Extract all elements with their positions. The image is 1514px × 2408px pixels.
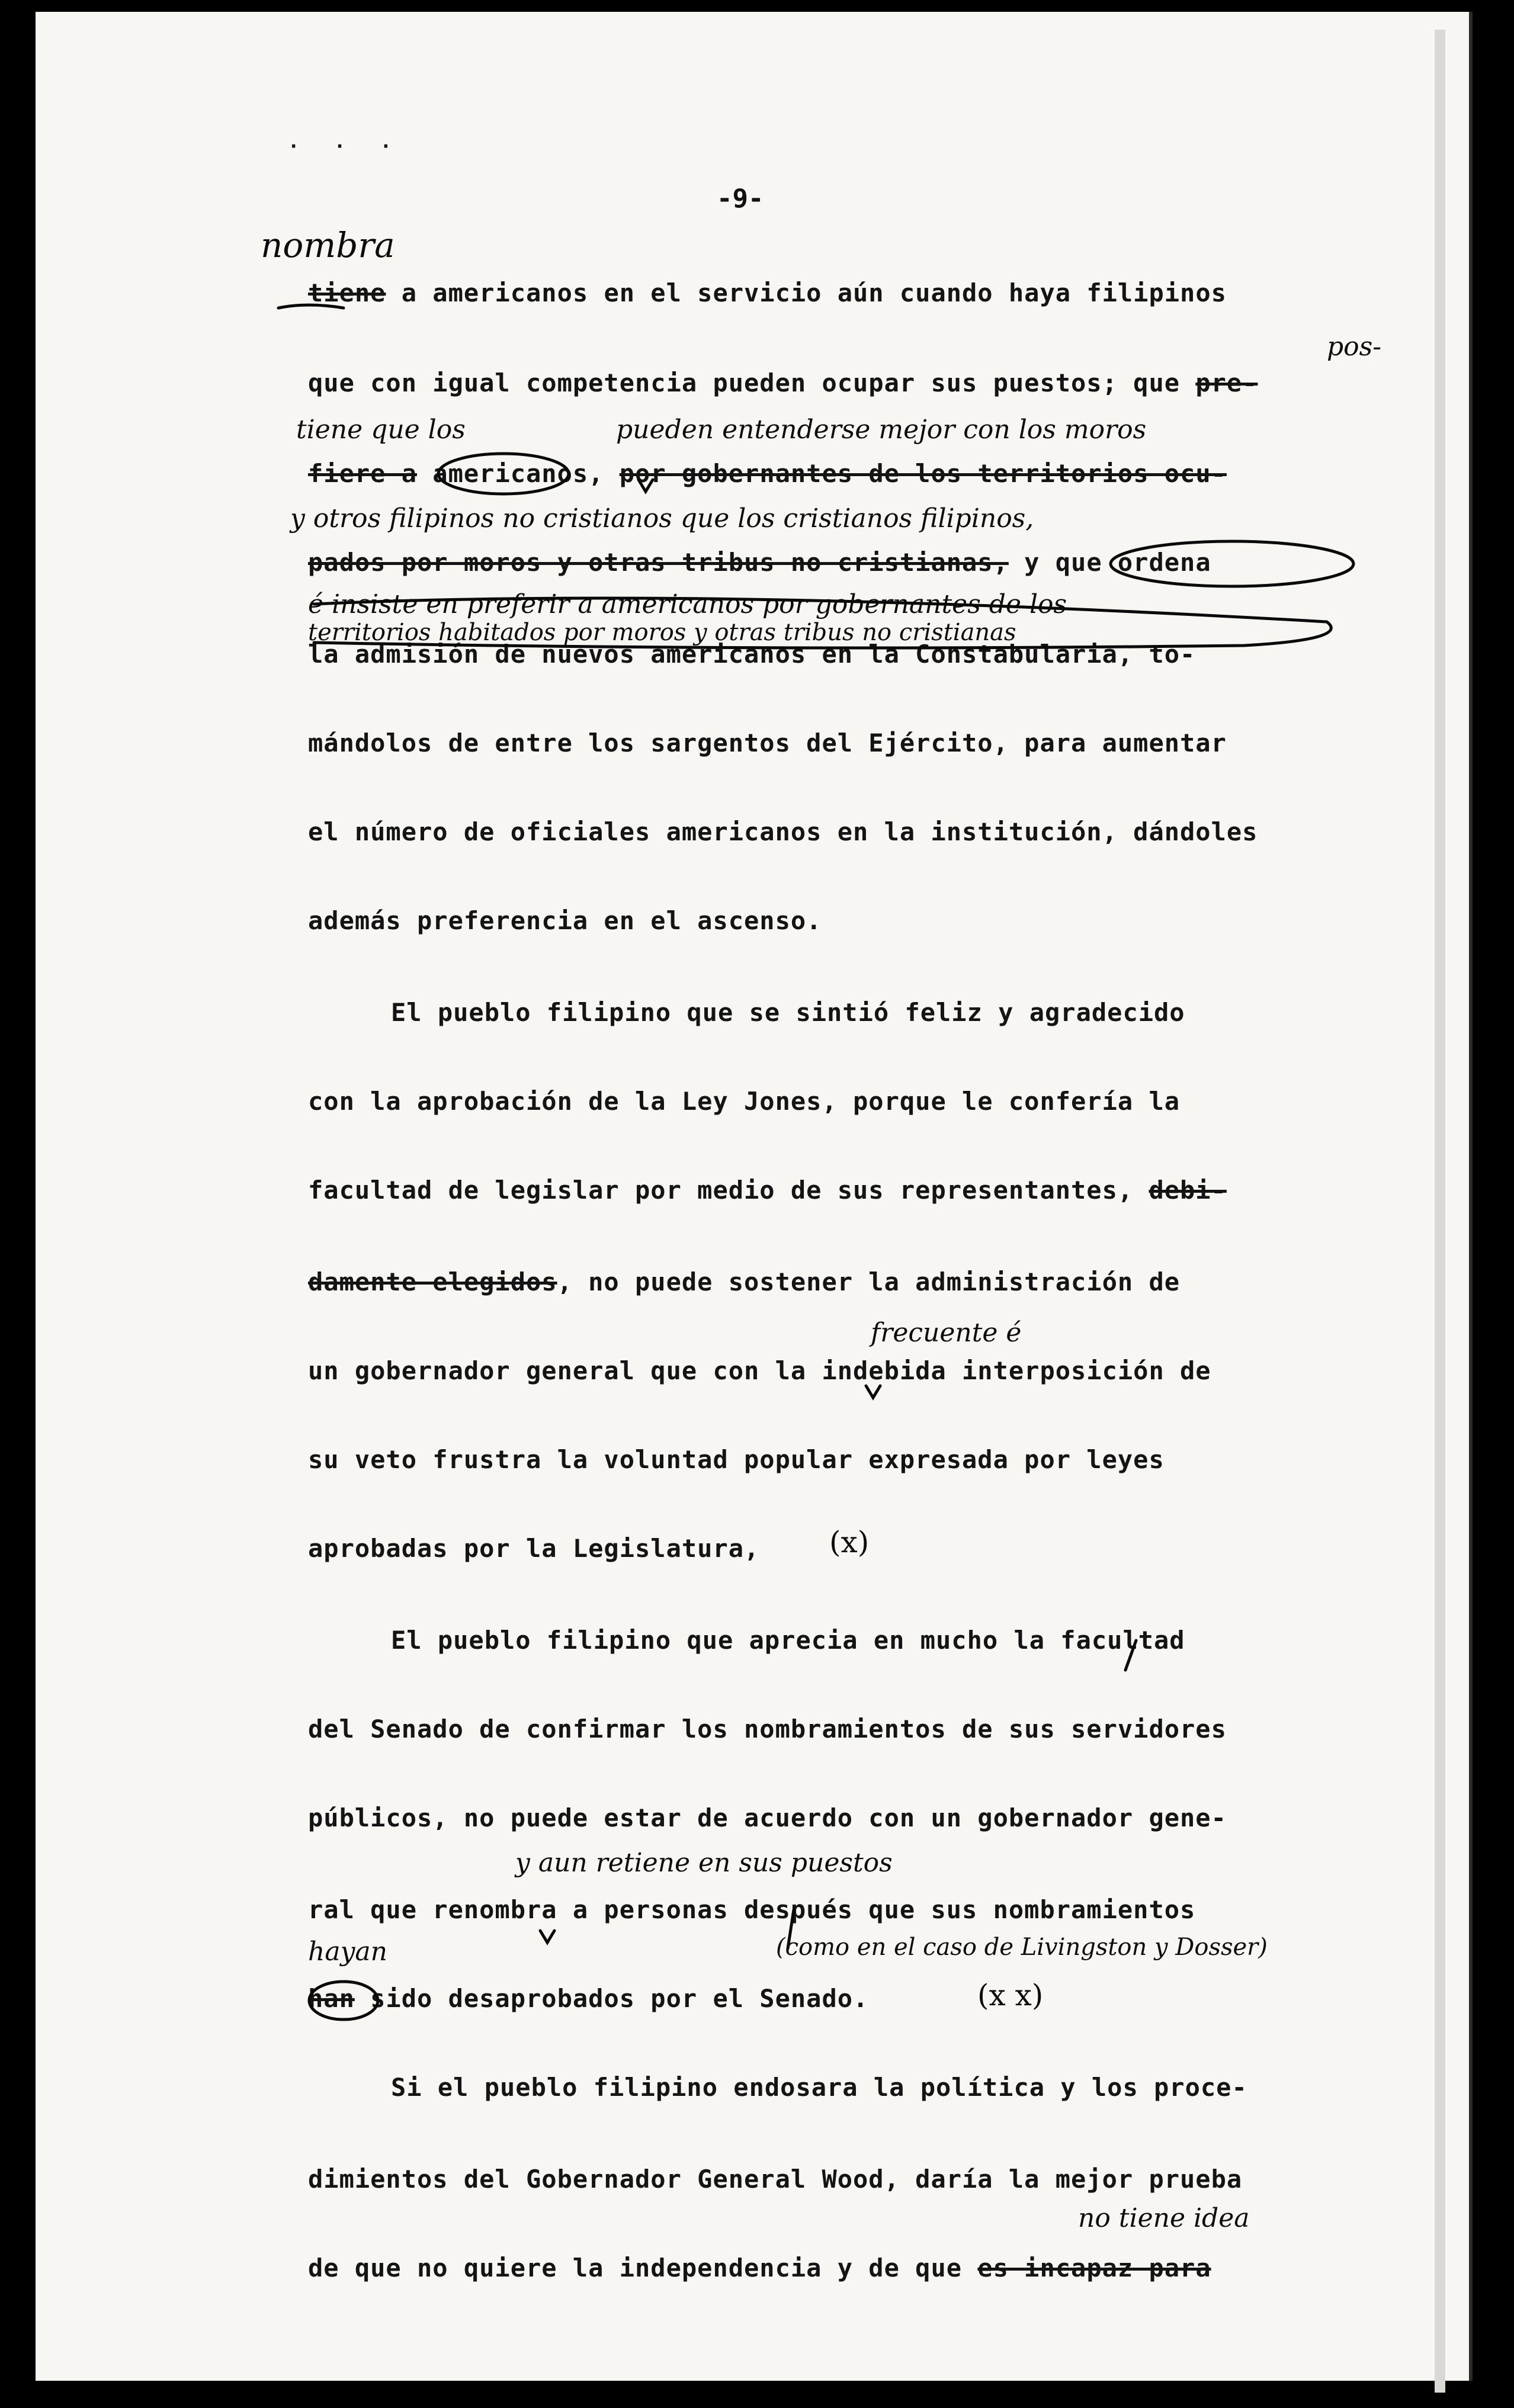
typed-line: mándolos de entre los sargentos del Ejército, para aumentar xyxy=(308,728,1227,757)
typed-line: aprobadas por la Legislatura, xyxy=(308,1534,760,1563)
handwritten-pueden-entenderse: pueden entenderse mejor con los moros xyxy=(616,415,1147,445)
typed-line: tiene a americanos en el servicio aún cuando haya filipinos xyxy=(308,278,1227,307)
typed-line: su veto frustra la voluntad popular expresada por leyes xyxy=(308,1445,1165,1474)
typed-line: la admisión de nuevos americanos en la Constabularia, to- xyxy=(308,640,1196,669)
handwritten-y-aun-retiene: y aun retiene en sus puestos xyxy=(515,1848,893,1878)
handwritten-pos: pos- xyxy=(1327,332,1382,362)
typed-line: además preferencia en el ascenso. xyxy=(308,906,822,935)
handwritten-mark-xx: (x x) xyxy=(977,1978,1044,2012)
typed-line: han sido desaprobados por el Senado. xyxy=(308,1984,869,2013)
handwritten-tiene-que-los: tiene que los xyxy=(296,415,466,445)
typed-line: que con igual competencia pueden ocupar sus puestos; que pre- xyxy=(308,368,1258,397)
typed-line: el número de oficiales americanos en la institución, dándoles xyxy=(308,817,1258,846)
typed-line: El pueblo filipino que se sintió feliz y agradecido xyxy=(391,998,1185,1027)
handwritten-mark-x: (x) xyxy=(829,1525,870,1559)
handwritten-como-caso: (como en el caso de Livingston y Dosser) xyxy=(776,1934,1268,1961)
handwritten-territorios: territorios habitados por moros y otras tribus no cristianas xyxy=(308,619,1016,646)
ink-specks: · · · xyxy=(290,136,406,157)
handwritten-insiste: é insiste en preferir a americanos por gobernantes de los xyxy=(308,589,1067,619)
typed-line: damente elegidos, no puede sostener la administración de xyxy=(308,1267,1181,1296)
handwritten-frecuente: frecuente é xyxy=(871,1318,1022,1348)
typed-line: facultad de legislar por medio de sus representantes, debi- xyxy=(308,1176,1227,1205)
typed-line: dimientos del Gobernador General Wood, daría la mejor prueba xyxy=(308,2165,1243,2194)
handwritten-nombra: nombra xyxy=(261,225,395,265)
typed-line: con la aprobación de la Ley Jones, porque le confería la xyxy=(308,1087,1181,1116)
page-number: -9- xyxy=(717,184,764,214)
page-edge xyxy=(1435,30,1445,2393)
handwritten-no-tiene-idea: no tiene idea xyxy=(1078,2203,1250,2233)
handwritten-otros-filipinos: y otros filipinos no cristianos que los cristianos filipinos, xyxy=(290,503,1034,534)
typed-line: El pueblo filipino que aprecia en mucho la facultad xyxy=(391,1626,1185,1655)
typed-line: pados por moros y otras tribus no cristianas, y que ordena xyxy=(308,548,1211,577)
typed-line: públicos, no puede estar de acuerdo con un gobernador gene- xyxy=(308,1803,1227,1832)
typed-line: un gobernador general que con la indebida interposición de xyxy=(308,1356,1211,1385)
handwritten-hayan: hayan xyxy=(308,1937,387,1967)
typed-line: del Senado de confirmar los nombramientos de sus servidores xyxy=(308,1715,1227,1744)
typed-line: ral que renombra a personas después que sus nombramientos xyxy=(308,1895,1196,1924)
typed-line: de que no quiere la independencia y de que es incapaz para xyxy=(308,2253,1211,2282)
typed-line: Si el pueblo filipino endosara la política y los proce- xyxy=(391,2073,1247,2102)
typed-line: fiere a americanos, por gobernantes de los territorios ocu- xyxy=(308,459,1227,488)
